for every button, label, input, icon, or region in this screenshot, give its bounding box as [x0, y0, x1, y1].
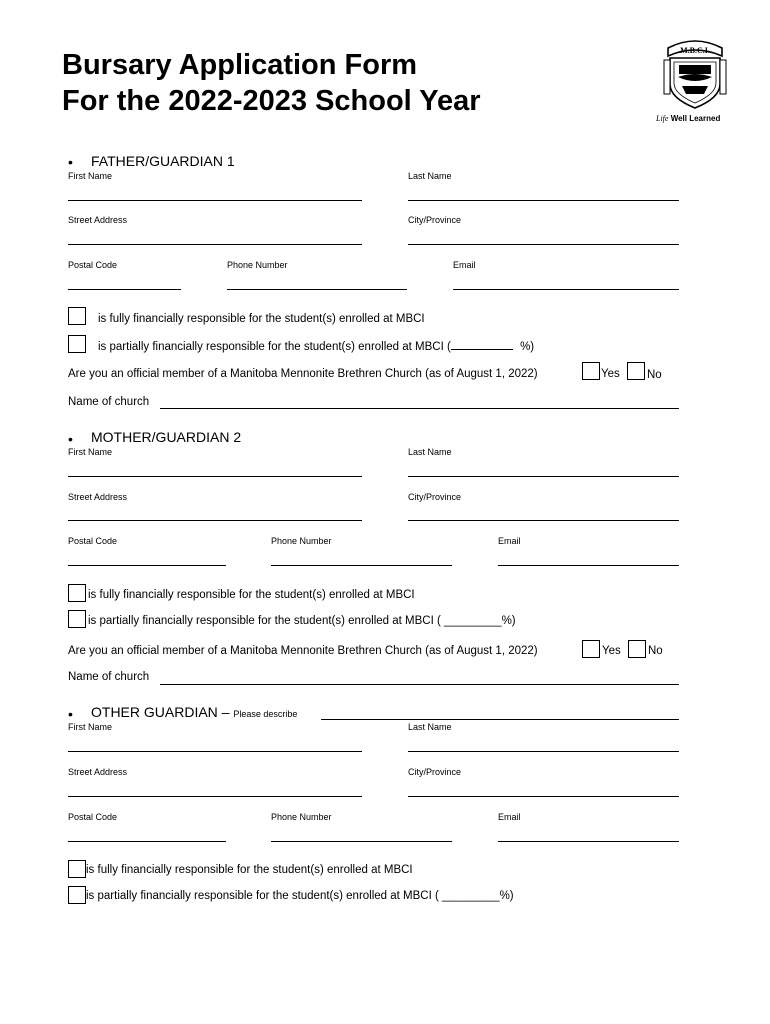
g1-email-field[interactable] [453, 289, 679, 290]
g3-first-name-label: First Name [68, 722, 113, 732]
guardian-1-heading: FATHER/GUARDIAN 1 [91, 153, 235, 169]
g3-first-name-field[interactable] [68, 751, 362, 752]
g1-phone-field[interactable] [227, 289, 407, 290]
g2-city-field[interactable] [408, 520, 679, 521]
g1-member-no-checkbox[interactable] [627, 362, 645, 380]
g2-first-name-label: First Name [68, 447, 113, 457]
g1-postal-label: Postal Code [68, 260, 118, 270]
g3-partially-checkbox[interactable] [68, 886, 86, 904]
g1-phone-label: Phone Number [227, 260, 288, 270]
g1-no-label: No [647, 369, 662, 381]
g3-last-name-field[interactable] [408, 751, 679, 752]
g3-describe-field[interactable] [321, 719, 679, 720]
tagline-life: Life [656, 114, 669, 123]
g2-first-name-field[interactable] [68, 476, 362, 477]
g2-phone-field[interactable] [271, 565, 452, 566]
g1-street-label: Street Address [68, 215, 128, 225]
g2-partially-label: is partially financially responsible for the student(s) enrolled at MBCI ( _________%) [88, 615, 516, 627]
guardian-2-heading: MOTHER/GUARDIAN 2 [91, 429, 242, 445]
g2-last-name-field[interactable] [408, 476, 679, 477]
g3-street-label: Street Address [68, 767, 128, 777]
g3-street-field[interactable] [68, 796, 362, 797]
g2-fully-label: is fully financially responsible for the student(s) enrolled at MBCI [88, 589, 415, 601]
g2-last-name-label: Last Name [408, 447, 452, 457]
g2-postal-field[interactable] [68, 565, 226, 566]
g1-paren-open: ( [447, 341, 451, 353]
g1-fully-label: is fully financially responsible for the student(s) enrolled at MBCI [98, 313, 425, 325]
g2-email-label: Email [498, 536, 521, 546]
g2-church-field[interactable] [160, 684, 679, 685]
g2-partially-checkbox[interactable] [68, 610, 86, 628]
g1-first-name-field[interactable] [68, 200, 362, 201]
g3-phone-label: Phone Number [271, 812, 332, 822]
g1-street-field[interactable] [68, 244, 362, 245]
g3-partially-label: is partially financially responsible for the student(s) enrolled at MBCI ( _________%) [86, 890, 514, 902]
g1-city-label: City/Province [408, 215, 462, 225]
g1-church-label: Name of church [68, 396, 150, 408]
g2-member-question: Are you an official member of a Manitoba Mennonite Brethren Church (as of August 1, 2022) [68, 645, 538, 657]
g2-street-field[interactable] [68, 520, 362, 521]
g2-no-label: No [648, 645, 663, 657]
g1-fully-checkbox[interactable] [68, 307, 86, 325]
mbci-logo [656, 36, 730, 128]
g1-partially-label [98, 340, 534, 353]
logo-tagline [656, 114, 736, 123]
g3-last-name-label: Last Name [408, 722, 452, 732]
g2-postal-label: Postal Code [68, 536, 118, 546]
guardian-3-heading: OTHER GUARDIAN [91, 704, 218, 720]
g3-postal-label: Postal Code [68, 812, 118, 822]
g1-member-question: Are you an official member of a Manitoba Mennonite Brethren Church (as of August 1, 2022) [68, 368, 538, 380]
g1-last-name-label: Last Name [408, 171, 452, 181]
g1-yes-label: Yes [601, 368, 620, 380]
g3-email-label: Email [498, 812, 521, 822]
g3-city-field[interactable] [408, 796, 679, 797]
g1-partially-checkbox[interactable] [68, 335, 86, 353]
g1-postal-field[interactable] [68, 289, 181, 290]
g3-fully-checkbox[interactable] [68, 860, 86, 878]
g2-church-label: Name of church [68, 671, 150, 683]
g1-paren-close: %) [520, 341, 535, 353]
guardian-3-describe-label: Please describe [233, 709, 298, 719]
g3-postal-field[interactable] [68, 841, 226, 842]
g2-phone-label: Phone Number [271, 536, 332, 546]
bullet-guardian-2: • [68, 431, 73, 447]
bullet-guardian-3: • [68, 706, 73, 722]
g2-fully-checkbox[interactable] [68, 584, 86, 602]
g3-email-field[interactable] [498, 841, 679, 842]
g1-first-name-label: First Name [68, 171, 113, 181]
g2-member-no-checkbox[interactable] [628, 640, 646, 658]
g1-member-yes-checkbox[interactable] [582, 362, 600, 380]
g2-member-yes-checkbox[interactable] [582, 640, 600, 658]
g1-city-field[interactable] [408, 244, 679, 245]
g2-yes-label: Yes [602, 645, 621, 657]
g1-percent-field[interactable] [451, 340, 513, 350]
g1-partially-text: is partially financially responsible for the student(s) enrolled at MBCI [98, 341, 444, 353]
g3-fully-label: is fully financially responsible for the student(s) enrolled at MBCI [86, 864, 413, 876]
guardian-3-heading-row [91, 704, 297, 720]
g1-last-name-field[interactable] [408, 200, 679, 201]
g3-phone-field[interactable] [271, 841, 452, 842]
g2-city-label: City/Province [408, 492, 462, 502]
tagline-rest: Well Learned [670, 114, 721, 123]
form-title-line-2: For the 2022-2023 School Year [62, 85, 481, 117]
g1-church-field[interactable] [160, 408, 679, 409]
g2-email-field[interactable] [498, 565, 679, 566]
bullet-guardian-1: • [68, 154, 73, 170]
g1-email-label: Email [453, 260, 476, 270]
g2-street-label: Street Address [68, 492, 128, 502]
logo-text: M.B.C.I. [680, 46, 710, 55]
guardian-3-dash: – [221, 704, 230, 720]
form-title-line-1: Bursary Application Form [62, 49, 418, 81]
g3-city-label: City/Province [408, 767, 462, 777]
mbci-crest-icon [660, 36, 730, 114]
